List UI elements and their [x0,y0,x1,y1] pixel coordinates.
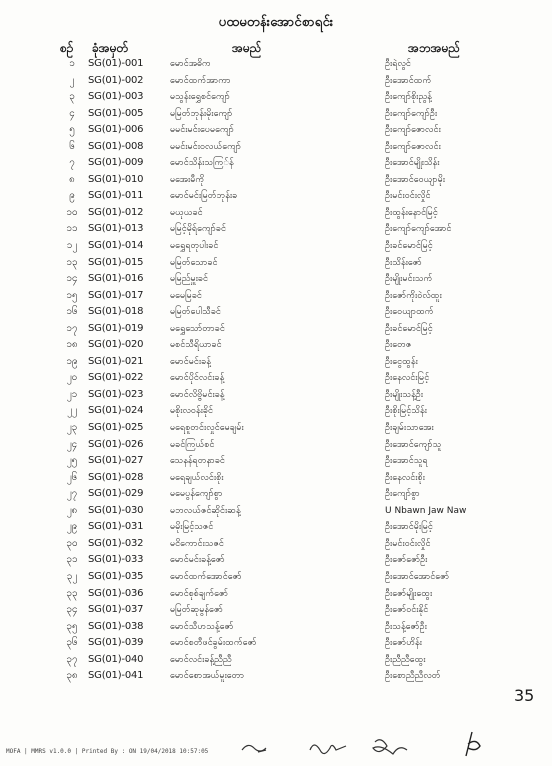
student-name: မခင်ကြယ်စင် [170,439,215,450]
header-id: ခုံအမှတ် [92,41,129,55]
student-name: မမြတ်ပေါသီခင် [170,307,221,318]
seat-number: SG(01)-012 [88,206,144,218]
row-number: ၉ [69,190,75,202]
student-name: မောင်မင်းခန့်ဇော် [170,555,225,566]
table-row [0,519,552,536]
seat-number: SG(01)-016 [88,273,144,285]
seat-number: SG(01)-031 [88,521,144,533]
father-name: ဦးအောင်မိုးမြင့် [385,522,433,533]
table-row [0,271,552,288]
table-row [0,552,552,569]
father-name: ဦးနေလင်းစိုး [385,472,425,483]
table-row [0,403,552,420]
table-row [0,139,552,156]
father-name: ဦးမင်းဝင်းလှိုင် [385,191,431,202]
seat-number: SG(01)-017 [88,289,144,301]
row-number: ၃၄ [66,604,78,616]
father-name: ဦးသိန်းဇော် [385,257,422,268]
row-number: ၂၆ [66,471,78,483]
seat-number: SG(01)-039 [88,637,144,649]
seat-number: SG(01)-041 [88,670,144,682]
student-name: မမြတ်ဘုန်းမိုးကျော် [170,108,233,119]
seat-number: SG(01)-019 [88,322,144,334]
student-name: မောင်စတီဖင်ခွမ်းထက်ဇော် [170,638,257,649]
student-name: သေနန်ရတနာခင် [170,456,225,467]
row-number: ၁၇ [66,322,78,334]
table-row [0,89,552,106]
seat-number: SG(01)-027 [88,455,144,467]
row-number: ၂၃ [66,422,78,434]
seat-number: SG(01)-035 [88,570,144,582]
table-row [0,420,552,437]
row-number: ၃၆ [66,637,78,649]
student-name: မမြတ်ဆုမွန်ဇော် [170,605,223,616]
row-number: ၁၆ [66,306,78,318]
father-name: ဦးကျော်ကျော်ဦး [385,108,438,119]
table-row [0,188,552,205]
student-name: မောင်မင်းမြတ်ဘုန်းခ [170,191,238,202]
page-number: 35 [514,686,535,705]
table-row [0,668,552,685]
student-name: မမေမြခင် [170,290,202,301]
student-name: မောင်စုစ်ချက်ဇော် [170,588,229,599]
father-name: ဦးအောင်ကျော်သူ [385,439,442,450]
father-name: ဦးတေဇ [385,340,412,351]
table-row [0,635,552,652]
table-row [0,569,552,586]
student-name: မောင်စောအယ်မူးတော [170,671,245,682]
student-name: မောင်ထက်အာကာ [170,75,231,86]
seat-number: SG(01)-028 [88,471,144,483]
row-number: ၁၂ [66,240,78,252]
seat-number: SG(01)-023 [88,388,144,400]
row-number: ၃၃ [66,587,78,599]
student-name: မဘလယ်ဇင်ဆိုင်းဆန့် [170,505,241,516]
seat-number: SG(01)-024 [88,405,144,417]
table-row [0,155,552,172]
father-name: ဦးခင်မောင်မြင့် [385,323,433,334]
row-number: ၂၅ [66,455,78,467]
student-name: မရေစူတင်းလှုင်မေချမ်း [170,423,244,434]
row-number: ၁၅ [66,289,78,301]
table-row [0,73,552,90]
student-name: မောင်အဓိက [170,59,211,69]
student-name: မရွှေသော်တာခင် [170,323,225,334]
table-row [0,503,552,520]
father-name: ဦးဇော်ကိုးဝဲလ်ထူး [385,290,442,301]
seat-number: SG(01)-037 [88,604,144,616]
row-number: ၁၈ [66,339,78,351]
father-name: ဦးမျိုးသန့်ဦး [385,389,424,400]
seat-number: SG(01)-002 [88,74,144,86]
row-number: ၁၉ [66,355,78,367]
table-row [0,172,552,189]
student-name: မောင်လိဗ္ဗိမင်းခန့် [170,389,225,400]
father-name: ဦးမင်းဝင်းလှိုင် [385,538,431,549]
row-number: ၃၁ [66,554,78,566]
header-no: စဉ် [60,41,74,55]
student-name: မမြည်မှူးခင် [170,274,208,285]
row-number: ၁၃ [66,256,78,268]
table-row [0,304,552,321]
student-name: မမင်းမင်းပေမကျော် [170,125,234,136]
father-name: ဦးချမ်းသာအေး [385,423,434,434]
table-row [0,437,552,454]
father-name: ဦးခင်မောင်မြင့် [385,241,433,252]
student-name: မရွှေရတုပါးခင် [170,241,219,252]
seat-number: SG(01)-021 [88,355,144,367]
student-name: မောင်ထက်အောင်ဇော် [170,571,242,582]
father-name: ဦးစိုးမြင့်သိန်း [385,406,427,417]
page-title: ပထမတန်းအောင်စာရင်း [218,15,334,30]
table-row [0,56,552,73]
seat-number: SG(01)-003 [88,91,144,103]
father-name: ဦးကျော်ကျော်အောင် [385,224,452,235]
seat-number: SG(01)-014 [88,240,144,252]
seat-number: SG(01)-013 [88,223,144,235]
row-number: ၃၅ [66,620,78,632]
row-number: ၁၄ [66,273,78,285]
table-row [0,321,552,338]
row-number: ၂၈ [66,504,78,516]
father-name: ဦးကျော်ဇောလင်း [385,141,441,152]
father-name: U Nbawn Jaw Naw [385,505,467,516]
row-number: ၈ [69,173,75,185]
row-number: ၃၈ [66,670,78,682]
seat-number: SG(01)-033 [88,554,144,566]
student-name: မစိုးလဝန်းခိုင် [170,406,213,417]
table-row [0,536,552,553]
table-row [0,486,552,503]
row-number: ၂၀ [66,372,78,384]
row-number: ၇ [69,157,75,169]
father-name: ဦးအောင်အောင်ဇော် [385,571,450,582]
seat-number: SG(01)-038 [88,620,144,632]
table-row [0,205,552,222]
father-name: ဦးနေလင်းမြင့် [385,373,430,384]
father-name: ဦးကျော်စိုးညွန့် [385,92,432,103]
table-row [0,602,552,619]
seat-number: SG(01)-040 [88,653,144,665]
seat-number: SG(01)-030 [88,504,144,516]
seat-number: SG(01)-020 [88,339,144,351]
student-name: မမေပွန်ကျော်စွာ [170,489,223,500]
seat-number: SG(01)-009 [88,157,144,169]
table-row [0,652,552,669]
table-row [0,370,552,387]
table-row [0,387,552,404]
student-name: မမြင့်မိုရ်ကျော်ခင် [170,224,226,235]
row-number: ၃၀ [66,537,78,549]
father-name: ဦးညီညီထွေး [385,654,426,665]
row-number: ၄ [69,107,75,119]
seat-number: SG(01)-029 [88,488,144,500]
table-row [0,221,552,238]
row-number: ၂၉ [66,521,78,533]
header-name: အမည် [232,41,262,55]
father-name: ဦးဇော်ဇော်ဦး [385,555,428,566]
student-name: မမိုးမြင့်သဇင် [170,522,214,533]
student-name: မောင်သီဟသန့်ဇော် [170,621,234,632]
student-name: မယုယခင် [170,207,203,218]
table-row [0,586,552,603]
table-row [0,238,552,255]
row-number: ၁ [69,58,75,69]
seat-number: SG(01)-022 [88,372,144,384]
table-row [0,453,552,470]
father-name: ဦးကျော်ဇောလင်း [385,125,441,136]
seat-number: SG(01)-011 [88,190,144,202]
seat-number: SG(01)-025 [88,422,144,434]
father-name: ဦးစောညီညီလတ် [385,671,441,682]
father-name: ဦးအောင်ဝေယျာမိုး [385,174,445,185]
row-number: ၃၂ [66,570,78,582]
seat-number: SG(01)-018 [88,306,144,318]
student-name: မမင်းမင်းဝလယ်ကျော် [170,141,242,152]
father-name: ဦးငွေထွန်း [385,356,418,367]
seat-number: SG(01)-005 [88,107,144,119]
row-number: ၂၁ [66,388,78,400]
father-name: ဦးဇော်ဟိန်း [385,638,422,649]
row-number: ၂ [69,74,75,86]
father-name: ဦးသန့်ဇော်ဦး [385,621,427,632]
seat-number: SG(01)-032 [88,537,144,549]
father-name: ဦးဇော်မျိုးထွေး [385,588,433,599]
row-number: ၂၄ [66,438,78,450]
row-number: ၆ [69,140,75,152]
result-table [0,56,552,685]
seat-number: SG(01)-010 [88,173,144,185]
table-row [0,354,552,371]
row-number: ၁၁ [66,223,78,235]
row-number: ၁၀ [66,206,78,218]
header-father: အဘအမည် [408,41,461,55]
father-name: ဦးထွန်းနောင်မြင့် [385,207,438,218]
student-name: မောင်ပိုင်လင်းခန့် [170,373,225,384]
row-number: ၂၇ [66,488,78,500]
student-name: မရေချယ်လင်းစိုး [170,472,224,483]
seat-number: SG(01)-026 [88,438,144,450]
seat-number: SG(01)-001 [88,58,144,69]
father-name: ဦးမျိုးမင်းသက် [385,274,433,285]
student-name: မစင်သီရိယာခင် [170,340,222,351]
table-row [0,470,552,487]
student-name: မအေးမီကို [170,174,205,185]
father-name: ဦးကျော်စွာ [385,489,420,500]
table-row [0,337,552,354]
table-row [0,619,552,636]
row-number: ၂၂ [67,405,77,417]
table-row [0,122,552,139]
row-number: ၅ [69,124,75,136]
father-name: ဦးအောင်သူရ [385,456,428,467]
student-name: မောင်လင်းခန့်ညီညီ [170,654,232,665]
table-row [0,288,552,305]
father-name: ဦးဇော်ဝင်းနိုင် [385,605,429,616]
row-number: ၃၇ [66,653,78,665]
father-name: ဦးဝေယျာထက် [385,307,434,318]
seat-number: SG(01)-008 [88,140,144,152]
table-row [0,255,552,272]
father-name: ဦးရဲလွင် [385,59,411,69]
seat-number: SG(01)-036 [88,587,144,599]
father-name: ဦးအောင်ထက် [385,75,432,86]
signatures [240,728,540,764]
student-name: မောင်မင်းခန့် [170,356,211,367]
student-name: မသွန်းရွှေစင်ကျော် [170,92,230,103]
seat-number: SG(01)-006 [88,124,144,136]
student-name: မောင်သိန်းသကြ်န် [170,158,234,169]
seat-number: SG(01)-015 [88,256,144,268]
table-row [0,106,552,123]
footer-print-info: MOFA | MMRS v1.0.0 | Printed By : ON 19/04/2018 10:57:05 [6,748,209,755]
row-number: ၃ [69,91,75,103]
student-name: မငိကောင်းသဇင် [170,538,224,549]
student-name: မမြတ်သောခင် [170,257,218,268]
father-name: ဦးအောင်မျိုးသိန်း [385,158,440,169]
